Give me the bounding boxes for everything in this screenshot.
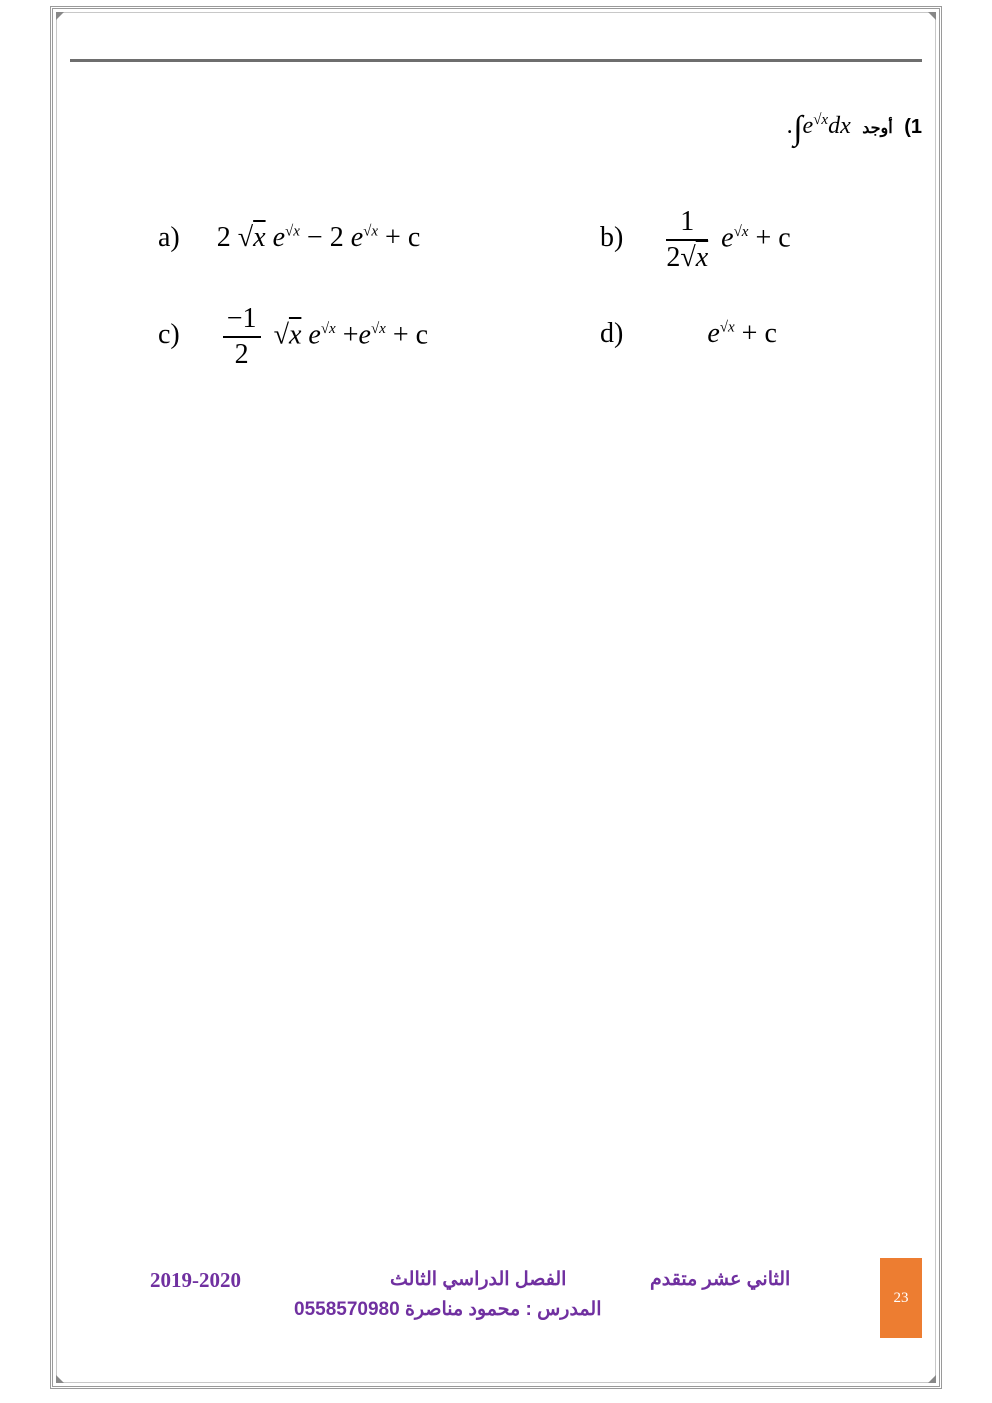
den-coefficient: 2 <box>666 242 681 273</box>
footer-term: الفصل الدراسي الثالث <box>390 1269 567 1290</box>
fraction <box>666 205 708 275</box>
coefficient: 2 <box>216 222 231 253</box>
base-e: e <box>272 222 286 253</box>
base-e: e <box>358 319 371 351</box>
option-label: d) <box>600 318 624 349</box>
sqrt-icon: √ <box>680 242 696 273</box>
page-border-inner <box>56 12 936 1383</box>
integral-sign-icon: ∫ <box>793 110 803 147</box>
option-label: c) <box>158 319 180 351</box>
question-number: 1) <box>904 116 922 138</box>
end-mark: . <box>787 113 794 139</box>
header-rule <box>70 59 922 62</box>
integral-base: e <box>802 113 814 139</box>
constant: + c <box>392 319 429 351</box>
sqrt-icon: √ <box>273 319 289 351</box>
integral-expression <box>787 110 851 148</box>
corner-ornament-bottom-right <box>928 1375 936 1383</box>
exponent: √x <box>733 224 749 241</box>
middle-term: − 2 <box>306 222 344 253</box>
option-c[interactable] <box>158 302 428 372</box>
integral-dx: dx <box>828 113 851 139</box>
base-e: e <box>707 318 720 349</box>
exponent: √x <box>719 319 735 336</box>
sqrt-icon: √ <box>237 222 254 253</box>
denominator <box>666 241 708 275</box>
question-1 <box>600 110 922 160</box>
integral-exponent: √x <box>813 112 829 128</box>
base-e: e <box>350 222 364 253</box>
option-label: a) <box>158 222 180 253</box>
base-e: e <box>308 319 321 351</box>
option-b[interactable] <box>600 205 791 275</box>
constant: + c <box>741 318 777 349</box>
page-number: 23 <box>893 1289 909 1306</box>
radicand: x <box>253 222 266 253</box>
exponent: √x <box>370 321 386 338</box>
plus-sign: + <box>342 319 359 351</box>
option-a[interactable] <box>158 222 420 254</box>
question-instruction: أوجد <box>862 120 893 137</box>
footer-year: 2019-2020 <box>150 1268 241 1292</box>
radicand: x <box>288 319 302 351</box>
corner-ornament-top-left <box>56 12 64 20</box>
option-d[interactable] <box>600 318 777 350</box>
page-number-badge <box>880 1258 922 1338</box>
corner-ornament-top-right <box>928 12 936 20</box>
base-e: e <box>721 222 734 254</box>
denominator: 2 <box>234 339 249 370</box>
fraction <box>223 302 261 372</box>
exponent: √x <box>320 321 336 338</box>
option-label: b) <box>600 222 624 254</box>
radicand: x <box>695 242 709 273</box>
numerator: −1 <box>223 302 261 338</box>
constant: + c <box>385 222 421 253</box>
constant: + c <box>755 222 791 254</box>
footer-teacher: المدرس : محمود مناصرة 0558570980 <box>294 1299 602 1320</box>
corner-ornament-bottom-left <box>56 1375 64 1383</box>
exponent: √x <box>363 223 379 240</box>
numerator: 1 <box>666 205 708 241</box>
exponent: √x <box>285 223 300 240</box>
footer-grade: الثاني عشر متقدم <box>650 1269 791 1290</box>
